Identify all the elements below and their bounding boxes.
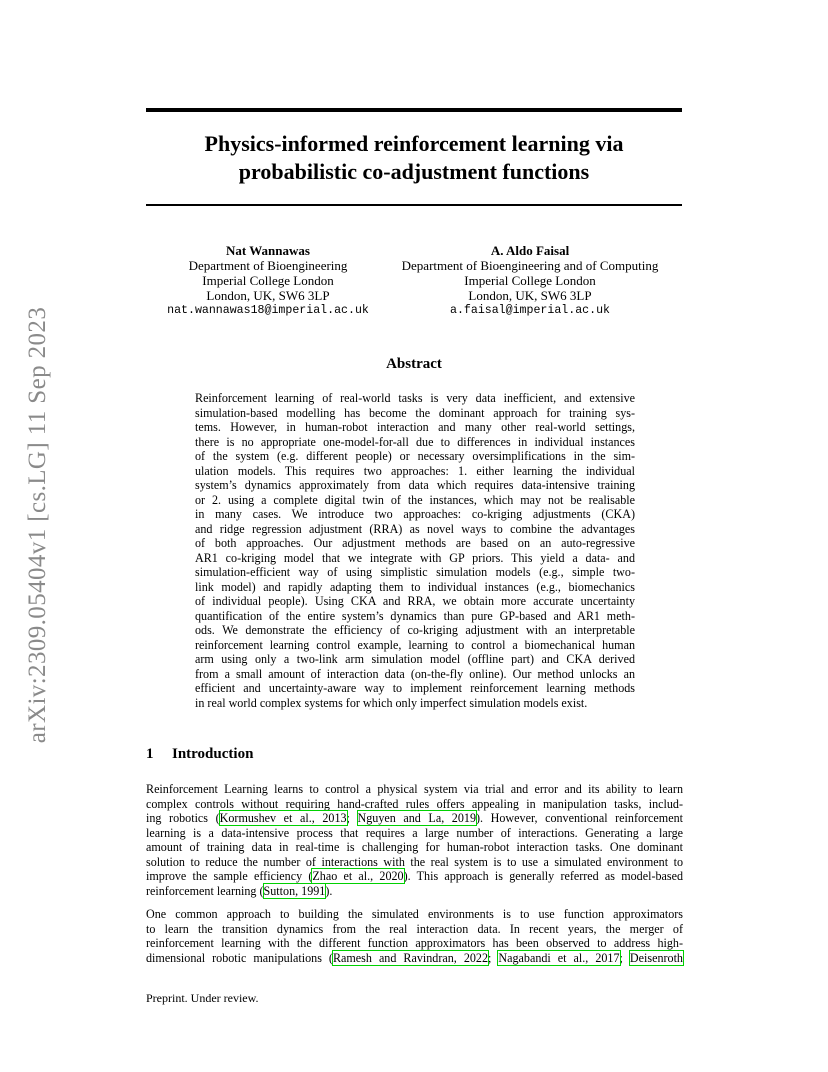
text-run: improve the sample efficiency ( (146, 869, 313, 883)
paragraph-line: solution to reduce the number of interactions with the real system is to use a simulated environment to (146, 854, 683, 869)
paragraph-line: Reinforcement Learning learns to control a physical system via trial and error and its ability to learn (146, 782, 683, 796)
paragraph-line: One common approach to building the simulated environments is to use function approximators (146, 907, 683, 921)
author-address: London, UK, SW6 3LP (468, 288, 592, 303)
abstract-body (195, 391, 635, 710)
text-run: ; (346, 811, 358, 825)
abstract-line: arm using only a two-link arm simulation model (offline part) and CKA derived (195, 652, 635, 666)
author-institution: Imperial College London (464, 273, 596, 288)
paper-title-line-1: Physics-informed reinforcement learning via (204, 131, 624, 156)
abstract-line: of the system (e.g. different people) or necessary oversimplifications in the sim- (195, 449, 635, 463)
abstract-line: system’s dynamics approximately from data which requires data-intensive training (195, 478, 635, 492)
abstract-line: and ridge regression adjustment (RRA) as novel ways to combine the advantages (195, 521, 635, 536)
abstract-line: in real world complex systems for which only imperfect simulation models exist. (195, 695, 588, 710)
paragraph-line (146, 869, 683, 884)
author-block-1 (158, 243, 378, 318)
abstract-line: of both approaches. Our adjustment methods are based on an auto-regressive (195, 536, 635, 550)
abstract-line: of individual people). Using CKA and RRA, we obtain more accurate uncertainty (195, 594, 635, 608)
author-department: Department of Bioengineering and of Computing (401, 258, 659, 273)
footer-note: Preprint. Under review. (146, 991, 259, 1005)
arxiv-identifier (22, 290, 54, 760)
paragraph-line (146, 884, 683, 899)
intro-paragraph-1 (146, 782, 683, 898)
paragraph-line: complex controls without requiring hand-crafted rules offers appealing in manipulation tasks, includ- (146, 796, 683, 811)
abstract-line: link model) and rapidly adapting them to individual instances (e.g., biomechanics (195, 579, 635, 594)
text-run: ). However, conventional reinforcement (476, 811, 683, 825)
text-run: ; (488, 950, 499, 965)
author-name: A. Aldo Faisal (490, 243, 570, 258)
citation-link[interactable]: Zhao et al., 2020 (312, 869, 404, 883)
paragraph-line: reinforcement learning with the different function approximators has been observed to address high- (146, 936, 683, 950)
abstract-line: efficient and uncertainty-aware way to implement reinforcement learning methods (195, 681, 635, 695)
citation-link[interactable]: Deisenroth (629, 950, 683, 965)
paper-title (146, 130, 682, 186)
abstract-line: tems. However, in human-robot interaction and many other real-world settings, (195, 420, 635, 434)
citation-link[interactable]: Nguyen and La, 2019 (357, 811, 476, 825)
title-bottom-rule (146, 204, 682, 206)
text-run: dimensional robotic manipulations ( (146, 950, 333, 965)
title-top-rule (146, 108, 682, 112)
author-department: Department of Bioengineering (188, 258, 348, 273)
author-email[interactable]: nat.wannawas18@imperial.ac.uk (167, 304, 369, 317)
paragraph-line: learning is a data-intensive process that requires a large number of interactions. Generating a large (146, 825, 683, 840)
arxiv-identifier-text: arXiv:2309.05404v1 [cs.LG] 11 Sep 2023 (24, 306, 52, 744)
paragraph-line: to learn the transition dynamics from the real interaction data. In recent years, the merger of (146, 921, 683, 936)
author-email[interactable]: a.faisal@imperial.ac.uk (449, 304, 611, 317)
abstract-line: simulation-based modelling has become the dominant approach for training sys- (195, 405, 635, 420)
section-title: Introduction (172, 746, 254, 762)
abstract-line: reinforcement learning control example, learning to control a biomechanical human (195, 637, 635, 652)
text-run: ; (619, 950, 630, 965)
text-run: ). (325, 883, 333, 898)
abstract-line: AR1 co-kriging model that we integrate with GP priors. This yield a data- and (195, 550, 635, 565)
section-number: 1 (146, 746, 154, 762)
abstract-line: Reinforcement learning of real-world tasks is very data inefficient, and extensive (195, 391, 635, 405)
abstract-line: ods. We demonstrate the efficiency of co-kriging adjustment with an interpretable (195, 623, 635, 637)
text-run: reinforcement learning ( (146, 883, 264, 898)
abstract-line: there is no appropriate one-model-for-all due to differences in individual instances (195, 434, 635, 449)
text-run: ing robotics ( (146, 811, 220, 825)
text-run: ). This approach is generally referred as model-based (403, 869, 684, 883)
abstract-line: from a small amount of interaction data (on-the-fly online). Our method unlocks an (195, 666, 635, 681)
abstract-line: in many cases. We introduce two approaches: co-kriging adjustments (CKA) (195, 507, 635, 521)
paragraph-line (146, 951, 683, 966)
author-name: Nat Wannawas (226, 243, 310, 258)
intro-paragraph-2 (146, 907, 683, 965)
citation-link[interactable]: Ramesh and Ravindran, 2022 (332, 950, 489, 965)
abstract-heading: Abstract (386, 356, 442, 372)
paragraph-line: amount of training data in real-time is challenging for human-robot interaction tasks. One dominant (146, 840, 683, 854)
paragraph-line (146, 811, 683, 826)
citation-link[interactable]: Nagabandi et al., 2017 (498, 950, 620, 965)
abstract-line: quantification of the entire system’s dynamics than pure GP-based and AR1 meth- (195, 608, 635, 623)
author-address: London, UK, SW6 3LP (206, 288, 330, 303)
author-block-2 (388, 243, 672, 318)
abstract-line: ulation models. This requires two approaches: 1. either learning the individual (195, 463, 635, 478)
abstract-line: or 2. using a complete digital twin of the instances, which may not be realisable (195, 492, 635, 507)
citation-link[interactable]: Kormushev et al., 2013 (219, 811, 347, 825)
paper-title-line-2: probabilistic co-adjustment functions (238, 159, 590, 184)
abstract-line: simulation-efficient way of using simplistic simulation models (e.g., simple two- (195, 565, 635, 579)
citation-link[interactable]: Sutton, 1991 (263, 883, 326, 898)
section-heading-introduction (146, 745, 253, 763)
author-institution: Imperial College London (202, 273, 334, 288)
